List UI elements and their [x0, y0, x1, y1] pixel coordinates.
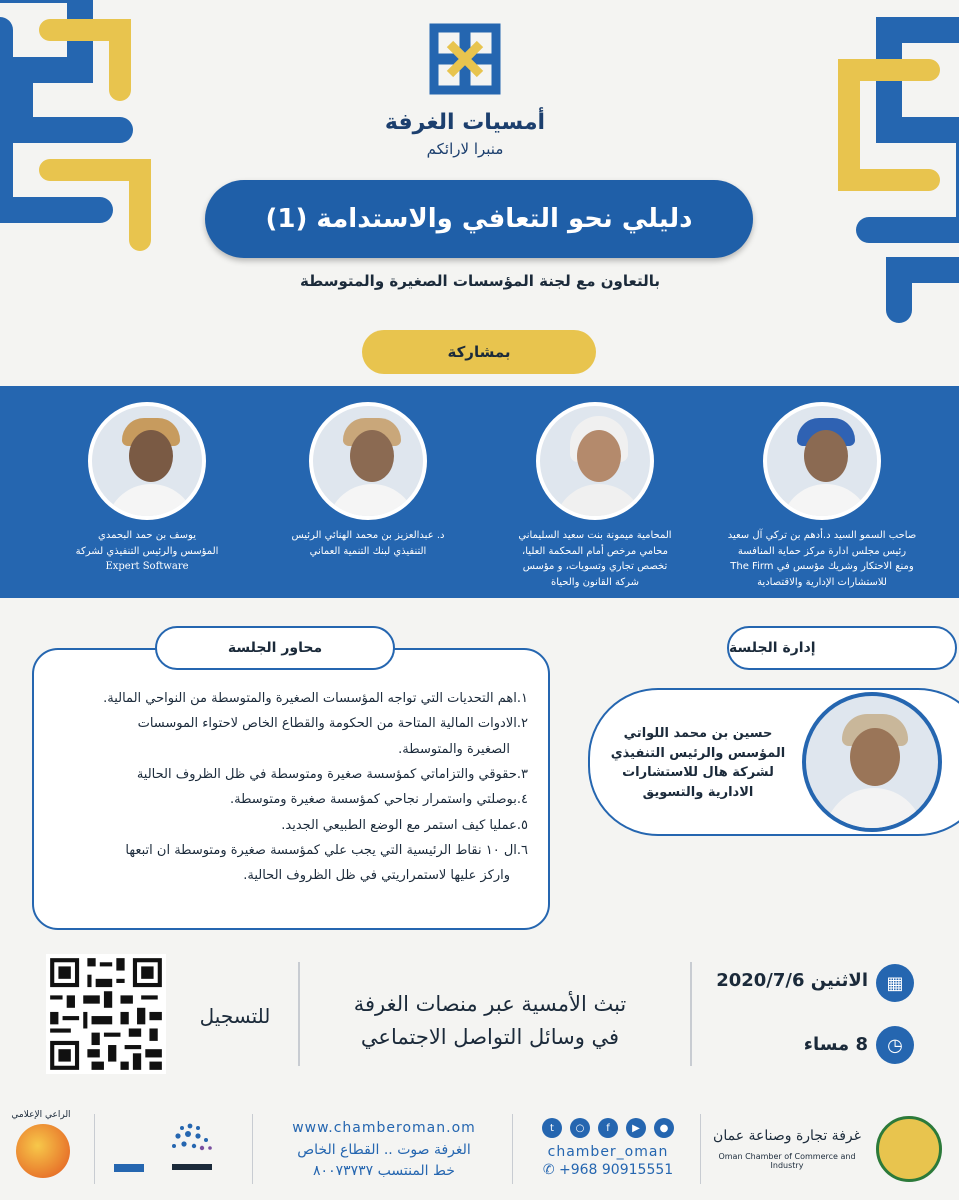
chamber-emblem: [876, 1116, 942, 1182]
speaker-name: د. عبدالعزيز بن محمد الهنائي الرئيس: [291, 530, 445, 541]
instagram-icon[interactable]: ○: [570, 1118, 590, 1138]
divider: [700, 1114, 701, 1184]
chamber-name-arabic: غرفة تجارة وصناعة عمان: [713, 1128, 861, 1144]
speaker-bio: [495, 528, 695, 590]
twitter-icon[interactable]: t: [542, 1118, 562, 1138]
whatsapp-icon: ✆: [542, 1162, 555, 1178]
youtube-icon[interactable]: ▶: [626, 1118, 646, 1138]
social-block: [528, 1118, 688, 1178]
speaker-bio-line: محامي مرخص أمام المحكمة العليا،: [522, 545, 668, 557]
moderator-label: إدارة الجلسة: [727, 626, 957, 670]
decorative-knot-right: [829, 10, 959, 330]
brand-title: أمسيات الغرفة: [384, 110, 546, 135]
speaker-bio: [268, 528, 468, 559]
topic-item: ٥.عمليا كيف استمر مع الوضع الطبيعي الجديد.: [281, 817, 528, 833]
brand-subtitle: منبرا لارائكم: [426, 140, 504, 158]
moderator-bio: [596, 724, 800, 802]
moderator-bio-line: لشركة هال للاستشارات: [622, 765, 774, 780]
partner-line: بالتعاون مع لجنة المؤسسات الصغيرة والمتوسطة: [300, 272, 660, 290]
divider: [252, 1114, 253, 1184]
speaker-bio-line: للاستشارات الإدارية والاقتصادية: [757, 576, 887, 588]
event-title: دليلي نحو التعافي والاستدامة (1): [205, 180, 753, 258]
speaker-card: [268, 402, 468, 559]
topics-list: [32, 648, 550, 930]
oman-vision-logo: [102, 1114, 232, 1184]
broadcast-line: تبث الأمسية عبر منصات الغرفة: [353, 992, 627, 1016]
speaker-name: صاحب السمو السيد د.أدهم بن تركي آل سعيد: [727, 530, 917, 541]
calendar-icon: ▦: [876, 964, 914, 1002]
speaker-avatar: [88, 402, 206, 520]
moderator-avatar: [802, 692, 942, 832]
topics-label: محاور الجلسة: [155, 626, 395, 670]
social-handle[interactable]: chamber_oman: [547, 1144, 669, 1160]
event-date: الاثنين 2020/7/6: [716, 970, 868, 991]
register-label: للتسجيل: [199, 1004, 271, 1028]
speaker-bio-line: التنفيذي لبنك التنمية العماني: [309, 545, 427, 557]
broadcast-line: في وسائل التواصل الاجتماعي: [360, 1024, 620, 1049]
topic-item: الصغيرة والمتوسطة.: [398, 741, 510, 757]
amsiyat-logo: [420, 14, 510, 104]
speaker-bio-line: شركة القانون والحياة: [550, 576, 639, 588]
topic-item: ٤.بوصلتي واستمرار نجاحي كمؤسسة صغيرة ومتوسطة.: [230, 792, 528, 808]
speaker-card: [722, 402, 922, 590]
event-time: 8 مساء: [803, 1034, 868, 1055]
participation-label: بمشاركة: [362, 330, 596, 374]
speaker-name: المحامية ميمونة بنت سعيد السليماني: [518, 530, 672, 541]
speaker-bio-line: ومنع الاحتكار وشريك مؤسس في The Firm: [730, 561, 914, 572]
media-sponsor-logo: [16, 1124, 70, 1178]
registration-qr-code[interactable]: [46, 954, 166, 1074]
speaker-name: يوسف بن حمد البحمدي: [98, 530, 196, 541]
divider: [298, 962, 300, 1066]
speaker-avatar: [536, 402, 654, 520]
topic-item: ٣.حقوقي والتزاماتي كمؤسسة صغيرة ومتوسطة في ظل الظروف الحالية: [136, 767, 528, 783]
speaker-card: [47, 402, 247, 575]
speaker-avatar: [309, 402, 427, 520]
broadcast-info: [300, 988, 680, 1053]
divider: [512, 1114, 513, 1184]
divider: [94, 1114, 95, 1184]
media-sponsor-label: الراعي الإعلامي: [11, 1110, 71, 1120]
moderator-bio-line: المؤسس والرئيس التنفيذي: [610, 745, 786, 761]
whatsapp-phone[interactable]: [528, 1162, 688, 1178]
decorative-knot-left: [0, 0, 170, 270]
speaker-bio: [722, 528, 922, 590]
speaker-bio: [47, 528, 247, 575]
slogan: الغرفة صوت .. القطاع الخاص: [297, 1141, 471, 1158]
contact-info: [268, 1118, 500, 1183]
website-link[interactable]: www.chamberoman.om: [292, 1120, 476, 1136]
speaker-card: [495, 402, 695, 590]
moderator-name: حسين بن محمد اللواتي: [623, 726, 773, 741]
speaker-bio-line: تخصص تجاري وتسويات، و مؤسس: [522, 561, 668, 572]
topic-item: واركز عليها لاستمراريتي في ظل الظروف الحالية.: [243, 868, 510, 884]
divider: [690, 962, 692, 1066]
speaker-company: Expert Software: [105, 561, 189, 572]
facebook-icon[interactable]: f: [598, 1118, 618, 1138]
speaker-bio-line: رئيس مجلس ادارة مركز حماية المنافسة: [737, 545, 907, 557]
moderator-bio-line: الادارية والتسويق: [642, 784, 754, 800]
speaker-bio-line: المؤسس والرئيس التنفيذي لشركة: [75, 545, 219, 557]
topic-item: ١.اهم التحديات التي تواجه المؤسسات الصغيرة والمتوسطة من النواحي المالية.: [103, 691, 528, 706]
topic-item: ٦.ال ١٠ نقاط الرئيسية التي يجب علي كمؤسسة صغيرة ومتوسطة ان اتبعها: [125, 843, 528, 859]
topic-item: ٢.الادوات المالية المتاحة من الحكومة والقطاع الخاص لاحتواء الموسسات: [137, 716, 528, 732]
clock-icon: ◷: [876, 1026, 914, 1064]
speaker-avatar: [763, 402, 881, 520]
member-hotline: خط المنتسب ٨٠٠٧٣٧٣٧: [313, 1163, 455, 1180]
snapchat-icon[interactable]: ●: [654, 1118, 674, 1138]
chamber-name-english: Oman Chamber of Commerce and Industry: [718, 1152, 856, 1170]
phone-number: +968 90915551: [559, 1162, 674, 1178]
